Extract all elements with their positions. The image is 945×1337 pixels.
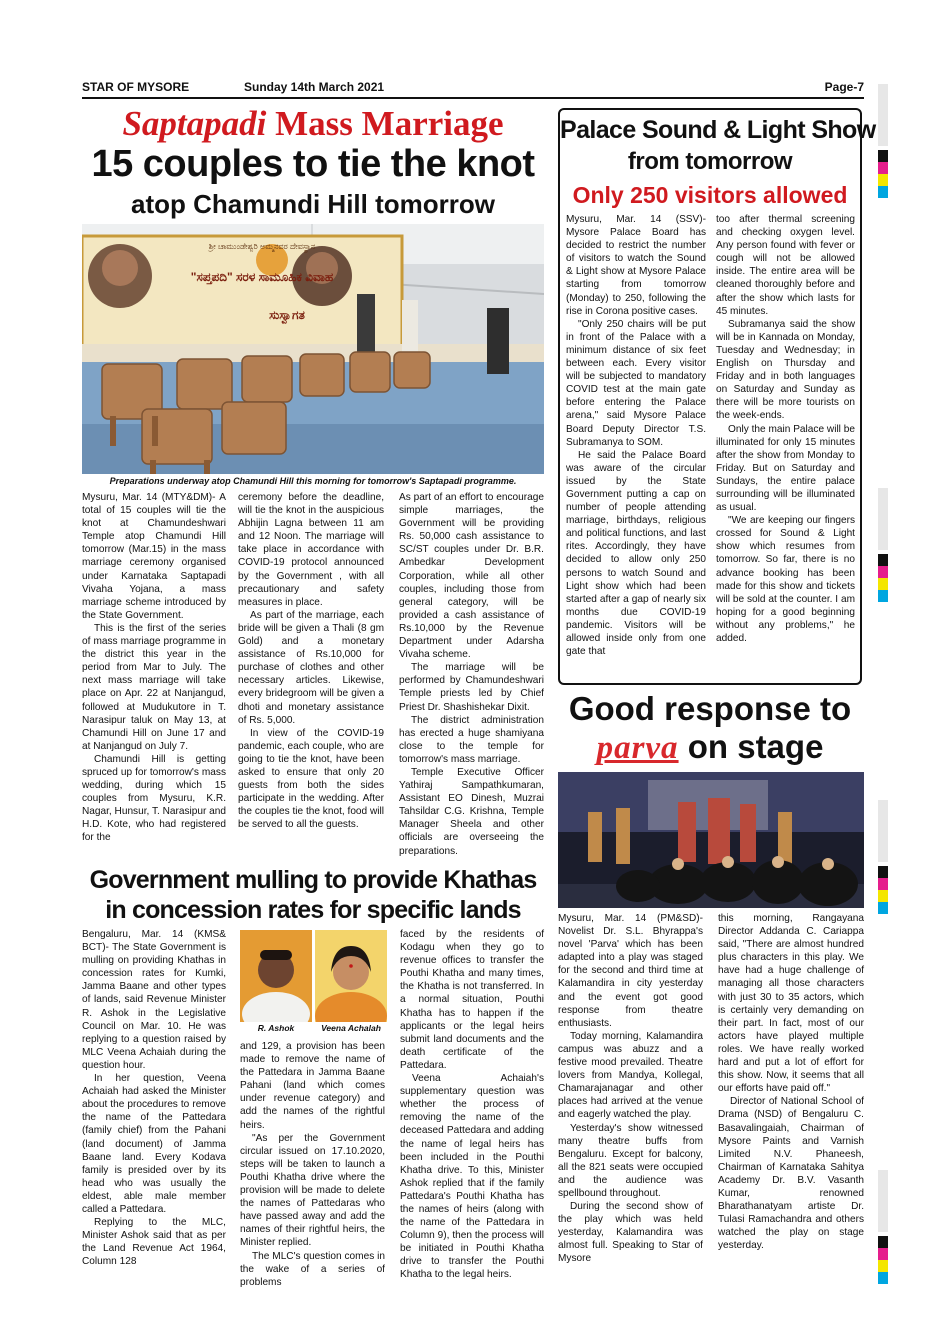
palace-paragraph: too after thermal screening and checking oxygen level. Any person found with fever or cough will not be allowed inside. The entire area will be cleaned thoroughly before and after the show which lasts for 45 minutes. <box>716 214 855 317</box>
parva-paragraph: Yesterday's show witnessed many theatre buffs from Bengaluru. Except for balcony, all the 821 seats were occupied and the audience was spellbound throughout. <box>558 1122 703 1199</box>
palace-paragraph: Subramanya said the show will be in Kannada on Monday, Tuesday and Wednesday; in English on Thursday and Friday and in both languages on Saturday and Sunday as there will be more tourists on the week-ends. <box>716 318 855 422</box>
saptapadi-column-2 <box>238 491 384 831</box>
registration-yellow <box>878 890 888 902</box>
palace-headline-1: Palace Sound & Light Show <box>560 116 876 144</box>
saptapadi-caption: Preparations underway atop Chamundi Hill this morning for tomorrow's Saptapadi programme. <box>109 476 517 486</box>
palace-paragraph: He said the Palace Board was aware of the circular issued by the State Government putting a cap on number of people attending marriage, birthdays, religious and political functions, and last rites. Accordingly, they have decided to allow only 250 persons to watch Sound and Light show which had been started after a gap of nearly six months due COVID-19 pandemic. Visitors will be allowed inside only from one gate that <box>566 449 706 658</box>
khathas-column-2 <box>240 1040 385 1289</box>
portrait-caption-2: Veena Achalah <box>321 1023 381 1033</box>
registration-cyan <box>878 186 888 198</box>
khathas-paragraph: and 129, a provision has been made to remove the name of the Pattedara in Jamma Baane Pahani (land which comes under revenue category) and add the names of the rightful heirs. <box>240 1041 385 1131</box>
registration-grey <box>878 1170 888 1232</box>
registration-black <box>878 150 888 162</box>
palace-paragraph: "Only 250 chairs will be put in front of the Palace with a minimum distance of six feet between each. Every visitor will be subjected to mandatory COVID test at the main gate before entering the Palace arena," said Mysore Palace Board Deputy Director T.S. Subramanya to SOM. <box>566 318 706 448</box>
khathas-paragraph: Bengaluru, Mar. 14 (KMS& BCT)- The State Government is mulling on providing Khathas in concession rates for Kumki, Jamma Baane and other types of lands, said Revenue Minister R. Ashok in the Legislative Council on Mar. 10. He was replying to a question raised by MLC Veena Achaiah during the question hour. <box>82 929 226 1071</box>
registration-grey <box>878 488 888 550</box>
saptapadi-paragraph: ceremony before the deadline, will tie the knot in the auspicious Abhijin Lagna between 11 am and 12 Noon. The marriage will take place in accordance with COVID-19 protocol announced by the Government , with all precautionary and safety measures in place. <box>238 492 384 608</box>
parva-headline-line-2 <box>556 728 864 767</box>
shamiyana-scene <box>82 224 544 474</box>
parva-paragraph: During the second show of the play which was held yesterday, Kalamandira was almost full. Speaking to Star of Mysore <box>558 1201 703 1265</box>
registration-yellow <box>878 174 888 186</box>
khathas-paragraph: Replying to the MLC, Minister Ashok said that as per the Land Revenue Act 1964, Column 128 <box>82 1217 226 1268</box>
registration-cyan <box>878 590 888 602</box>
banner-text-line-1: ಶ್ರೀ ಚಾಮುಂಡೇಶ್ವರಿ ಅಮ್ಮನವರ ದೇವಸ್ಥಾನ <box>208 242 316 251</box>
khathas-headline-1: Government mulling to provide Khathas <box>89 866 537 894</box>
saptapadi-paragraph: As part of the marriage, each bride will be given a Thali (8 gm Gold) and a monetary assistance of Rs.10,000 for purchase of clothes and other necessary articles. Likewise, every bridegroom will be given a dhoti and monetary assistance of Rs. 5,000. <box>238 609 384 726</box>
palace-column-1 <box>566 213 706 658</box>
khathas-paragraph: The MLC's question comes in the wake of a series of problems <box>240 1250 385 1288</box>
saptapadi-column-3 <box>399 491 544 858</box>
portrait-caption-1: R. Ashok <box>257 1023 295 1033</box>
masthead <box>82 80 864 96</box>
masthead-rule <box>82 97 864 99</box>
khathas-column-1 <box>82 928 226 1268</box>
saptapadi-kicker-rest: Mass Marriage <box>275 104 504 143</box>
khathas-paragraph: Veena Achaiah's supplementary question was whether the process of removing the name of the deceased Pattedara and adding the name of legal heirs has been included in the Pouthi Khatha drive. To this, Minister Ashok replied that if the family Pattedara's Pouthi Khatha has the names of heirs (along with the name of the Pattedara in Column 9), then the process will be initiated in Pouthi Khatha drive to transfer the Pouthi Khatha to the legal heirs. <box>400 1073 544 1281</box>
saptapadi-kicker <box>82 104 544 144</box>
khathas-paragraph: In her question, Veena Achaiah had asked the Minister about the procedures to remove the name of the Pattedara (family chief) from the Pahani (land document) of Jamma Baane land. Every Kodava family is presided over by its head who was usually the eldest, able male member called a Pattedara. <box>82 1073 226 1215</box>
registration-magenta <box>878 162 888 174</box>
banner-text-line-3: ಸುಸ್ವಾಗತ <box>269 308 305 322</box>
registration-yellow <box>878 578 888 590</box>
parva-paragraph: this morning, Rangayana Director Addanda C. Cariappa said, "There are almost hundred plus characters in this play. We have had a huge challenge of managing all those characters with just 30 to 35 actors, which is certainly very demanding on their part. In fact, most of our actors have played multiple roles. We have really worked hard and put a lot of effort for this show. Now, it seems that all our efforts have paid off." <box>718 913 864 1095</box>
saptapadi-paragraph: The district administration has erected a huge shamiyana close to the temple for tomorrow's mass marriage. <box>399 714 544 765</box>
khathas-paragraph: "As per the Government circular issued on 17.10.2020, steps will be taken to launch a Pouthi Khatha drive where the provision will be made to delete the names of Pattedaras who have passed away and add the names of their rightful heirs, the Minister replied. <box>240 1132 385 1249</box>
parva-headline-2: on stage <box>687 728 824 765</box>
registration-cyan <box>878 1272 888 1284</box>
stage-scene <box>558 772 864 908</box>
saptapadi-column-1 <box>82 491 226 845</box>
palace-headline-2: from tomorrow <box>627 148 793 175</box>
palace-paragraph: "We are keeping our fingers crossed for Sound & Light show which resumes from tomorrow. So far, there is no advance booking has been made for this show and tickets will be sold at the counter. I am hoping for a good beginning without any problems," he added. <box>716 515 855 644</box>
saptapadi-paragraph: Temple Executive Officer Yathiraj Sampathkumaran, Assistant EO Dinesh, Muzrai Tahsildar C.G. Krishna, Temple Manager Sheela and other officials are overseeing the preparations. <box>399 766 544 857</box>
saptapadi-subhead: atop Chamundi Hill tomorrow <box>131 189 495 219</box>
registration-magenta <box>878 878 888 890</box>
veena-achalah-portrait <box>315 930 387 1022</box>
khathas-column-3 <box>400 928 544 1282</box>
saptapadi-photo <box>82 224 544 474</box>
palace-column-2 <box>716 213 855 645</box>
parva-headline-1: Good response to <box>568 690 852 727</box>
banner-text-line-2: "ಸಪ್ತಪದಿ" ಸರಳ ಸಾಮೂಹಿಕ ವಿವಾಹ <box>190 270 334 284</box>
issue-date: Sunday 14th March 2021 <box>244 80 385 94</box>
parva-column-1 <box>558 912 703 1266</box>
saptapadi-paragraph: This is the first of the series of mass marriage programme in the district this year in the period from Mar to July. The next mass marriage will take place on Apr. 22 at Nanjangud, followed at Mudukutore in T. Narasipur taluk on May 13, at Chamundi Hill on June 17 and at Nanjangud on July 7. <box>82 622 226 752</box>
saptapadi-paragraph: Mysuru, Mar. 14 (MTY&DM)- A total of 15 couples will tie the knot at Chamundeshwari Temple atop Chamundi Hill tomorrow (Mar.15) in the mass marriage ceremony organised under Karnataka Saptapadi Vivaha Yojana, a mass marriage scheme introduced by the State Government. <box>82 492 226 621</box>
palace-box <box>558 108 876 685</box>
saptapadi-paragraph: The marriage will be performed by Chamundeshwari Temple priests led by Chief Priest Dr. Shashishekar Dixit. <box>399 662 544 713</box>
parva-paragraph: Director of National School of Drama (NSD) of Bengaluru C. Basavalingaiah, Chairman of Mysore Paints and Varnish Limited N.V. Phaneesh, Chairman of Karnataka Sahitya Academy Dr. B.V. Vasanth Kumar, renowned Bharathanatyam artiste Dr. Tulasi Ramachandra and others watched the play on stage yesterday. <box>718 1096 864 1252</box>
page-number: Page-7 <box>824 80 864 94</box>
paper-name: STAR OF MYSORE <box>82 80 190 94</box>
palace-paragraph: Only the main Palace will be illuminated for only 15 minutes after the show from Monday to Friday. But on Saturday and Sundays, the entire palace surrounding will be illuminated as usual. <box>716 423 855 514</box>
registration-grey <box>878 84 888 146</box>
portrait-man-icon <box>240 930 312 1022</box>
registration-cyan <box>878 902 888 914</box>
registration-magenta <box>878 566 888 578</box>
saptapadi-paragraph: Chamundi Hill is getting spruced up for tomorrow's mass wedding, during which 15 couples from Mysuru, K.R. Nagar, Hunsur, T. Narasipur and H.D. Kote, who had registered for the <box>82 753 227 844</box>
registration-black <box>878 866 888 878</box>
registration-black <box>878 1236 888 1248</box>
r-ashok-portrait <box>240 930 312 1022</box>
portrait-woman-icon <box>315 930 387 1022</box>
khathas-headline-2: in concession rates for specific lands <box>105 896 521 924</box>
registration-black <box>878 554 888 566</box>
parva-photo <box>558 772 864 908</box>
palace-subhead: Only 250 visitors allowed <box>572 182 848 208</box>
parva-paragraph: Today morning, Kalamandira campus was abuzz and a festive mood prevailed. Theatre lovers from Mandya, Kollegal, Chamarajanagar and other places had arrived at the venue and eagerly watched the play. <box>558 1030 703 1121</box>
khathas-paragraph: faced by the residents of Kodagu when they go to revenue offices to transfer the Pouthi Khatha and many times, the Khatha is not transferred. In a normal situation, Pouthi Khatha has to happen if the applicants or the legal heirs submit land documents and the death certificate of the Pattedara. <box>400 929 544 1071</box>
palace-paragraph: Mysuru, Mar. 14 (SSV)- Mysore Palace Board has decided to restrict the number of visitors to watch the Sound & Light show at Mysore Palace starting from tomorrow (Monday) to 250, following the rise in Corona positive cases. <box>566 214 706 317</box>
parva-word: parva <box>596 730 679 766</box>
registration-magenta <box>878 1248 888 1260</box>
parva-column-2 <box>718 912 864 1252</box>
saptapadi-headline: 15 couples to tie the knot <box>91 143 535 185</box>
saptapadi-paragraph: As part of an effort to encourage simple marriages, the Government will be providing Rs. 50,000 cash assistance to SC/ST couples under Dr. B.R. Ambedkar Development Corporation, while all other couples, including those from general category, will be provided a cash assistance of Rs.10,000 by the Revenue Department under Adarsha Vivaha scheme. <box>399 492 544 661</box>
registration-grey <box>878 800 888 862</box>
saptapadi-kicker-italic: Saptapadi <box>122 104 267 143</box>
saptapadi-paragraph: In view of the COVID-19 pandemic, each couple, who are going to tie the knot, have been asked to ensure that only 20 guests from both the sides participate in the wedding. After the couples tie the knot, food will be served to all the guests. <box>238 727 384 831</box>
registration-yellow <box>878 1260 888 1272</box>
parva-paragraph: Mysuru, Mar. 14 (PM&SD)- Novelist Dr. S.L. Bhyrappa's novel 'Parva' which has been adapted into a play was staged for the second and third time at Kalamandira in city yesterday and the event got good response from theatre enthusiasts. <box>558 913 703 1029</box>
